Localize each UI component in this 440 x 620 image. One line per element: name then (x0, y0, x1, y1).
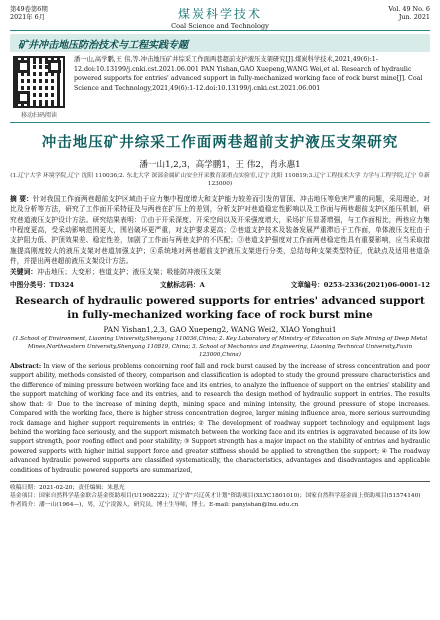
journal-header (10, 0, 430, 31)
article-meta (10, 279, 430, 289)
abstract-cn-text: 针对我国工作面两巷超前支护区域由于应力集中程度增大和支护能力较差而引发的冒顶、冲击地压等危害严重的问题，采用理论、对比及分析等方法，研究了工作面开采特征及与两巷在扩压上的差别，分析支护对巷道稳定性影响以及工作面与两巷超前支护区能压机制，研究巷道液压支护设计方法。研究结果表明：①由于开采深度、开采空间以及开采强度增大，采场扩压显著增强，与工作面相比，两巷应力集中程度更高，受采动影响范围更大，围岩破坏更严重，对支护要求更高；②巷道支护技术及装备发展严重滞后于工作面，单体液压支柱由于支护阻力低、护顶效果差、稳定性差，加剧了工作面与两巷支护的不匹配；③巷道支护强度对工作面两巷稳定性具有重要影响，应当采取措施提高刚度较大的液压支架对巷道加强支护；④系统地对两巷超前支护液压支架进行分类，总结每种支架类型特征，优缺点及适用巷道条件，并提出两巷超前液压支架设计方法。 (10, 194, 430, 266)
keywords-cn (10, 267, 430, 277)
keywords-text: 冲击地压；大变形；巷道支护；液压支架；吸能防冲液压支架 (37, 267, 222, 276)
footnote-funding: 基金项目：国家自然科学基金联合基金资助项目(U1908222)；辽宁省"兴辽英才计划"资助项目(XLYC1801010)；国家自然科学基金面上资助项目(51574140) (10, 493, 421, 500)
authors-cn: 潘一山1,2,3，高学鹏1，王 伟2，肖永惠1 (139, 160, 301, 170)
citation-text: 潘一山,高学鹏,王 伟,等.冲击地压矿井综采工作面两巷超前支护液压支架研究[J].煤炭科学技术,2021,49(6):1-12.doi:10.13199/j.cnki.cst.2021.06.001 PAN Yishan,GAO Xuepeng,WANG Wei,et al. Research of hydraulic powered supports for entries' advanced support in fully-mechanized working face of rock burst mine[J]. Coal Science and Technology,2021,49(6):1-12.doi:10.13199/j.cnki.cst.2021.06.001 (74, 56, 423, 92)
abstract-en-text: In view of the serious problems concerning roof fall and rock burst caused by the increase of stress concentration and poor support ability, methods consisted of theory, comparison and classification is adopted to study the ground pressure characteristics and the difference of mining pressure between working face and its entries, to analyze the influence of support on the entries' stability and the support matching of working face and its entries, and to research the design method of hydraulic support in entries. The results show that: ① Due to the increase of mining depth, mining space and mining intensity, the ground pressure of stope increases. Compared with the working face, there is higher stress concentration degree, larger mining influence area, more serious surrounding rock damage and higher support requirements in entries; ② The development of roadway support technology and equipment lags behind the working face seriously, and the support mismatch between the working face and its entries is aggravated because of its low support strength, poor roofing effect and poor stability; ③ Support strength has a major impact on the stability of entries and hydraulic powered supports with higher initial support force and greater stiffness should be applied to strengthen the support; ④ The roadway advanced hydraulic powered supports are classified systematically, the characteristics, advantages and disadvantages and applicable conditions of hydraulic powered supports are summarized, (10, 363, 430, 474)
footnote-received: 收稿日期：2021-02-20；责任编辑：朱恩光 (10, 484, 125, 491)
special-topic-banner: 矿井冲击地压防治技术与工程实践专题 (10, 34, 430, 52)
abstract-en-label: Abstract: (10, 363, 42, 371)
footnote-author: 作者简介：潘一山(1964—)，男，辽宁凌源人，研究员，博士生导师，博士。E-mail: panyishan@lnu.edu.cn (10, 501, 299, 508)
affiliations-en: (1.School of Environment, Liaoning University,Shenyang 110036,China; 2. Key Laboratory of Ministry of Education on Safe Mining of Deep Metal Mines,Northeastern University,Shenyang 110819, China; 3. School of Mechanics and Engineering, Liaoning Technical University,Fuxin 123000,China) (12, 336, 428, 359)
document-code: 文献标志码：A (160, 281, 205, 290)
volume-issue-cn: 第49卷第6期 2021年 6月 (10, 5, 48, 21)
journal-title: 煤炭科学技术 Coal Science and Technology (171, 7, 269, 30)
affiliations-cn: (1.辽宁大学 环境学院,辽宁 沈阳 110036;2. 东北大学 深部金属矿山安全开采教育部重点实验室,辽宁 沈阳 110819;3.辽宁工程技术大学 力学与工程学院,辽宁 阜新 123000) (10, 173, 430, 188)
authors-en: PAN Yishan1,2,3, GAO Xuepeng2, WANG Wei2, XIAO Yonghui1 (103, 325, 337, 335)
title-en: Research of hydraulic powered supports for entries' advanced support in fully-mechanized working face of rock burst mine (15, 295, 425, 322)
qr-code-area (10, 55, 68, 119)
clc-number: 中图分类号：TD324 (10, 281, 74, 290)
volume-issue-en: Vol. 49 No. 6 Jun. 2021 (388, 5, 430, 21)
article-number: 文章编号：0253-2336(2021)06-0001-12 (290, 281, 430, 290)
qr-code-icon[interactable] (13, 56, 65, 108)
footnotes (10, 481, 430, 509)
title-cn: 冲击地压矿井综采工作面两巷超前支护液压支架研究 (41, 135, 399, 151)
abstract-cn (10, 194, 430, 267)
qr-caption: 移动扫码阅读 (20, 112, 57, 119)
abstract-label: 摘 要： (10, 194, 34, 203)
keywords-label: 关键词： (10, 267, 38, 276)
citation-block (10, 55, 430, 119)
abstract-en (10, 362, 430, 475)
divider (10, 122, 430, 123)
